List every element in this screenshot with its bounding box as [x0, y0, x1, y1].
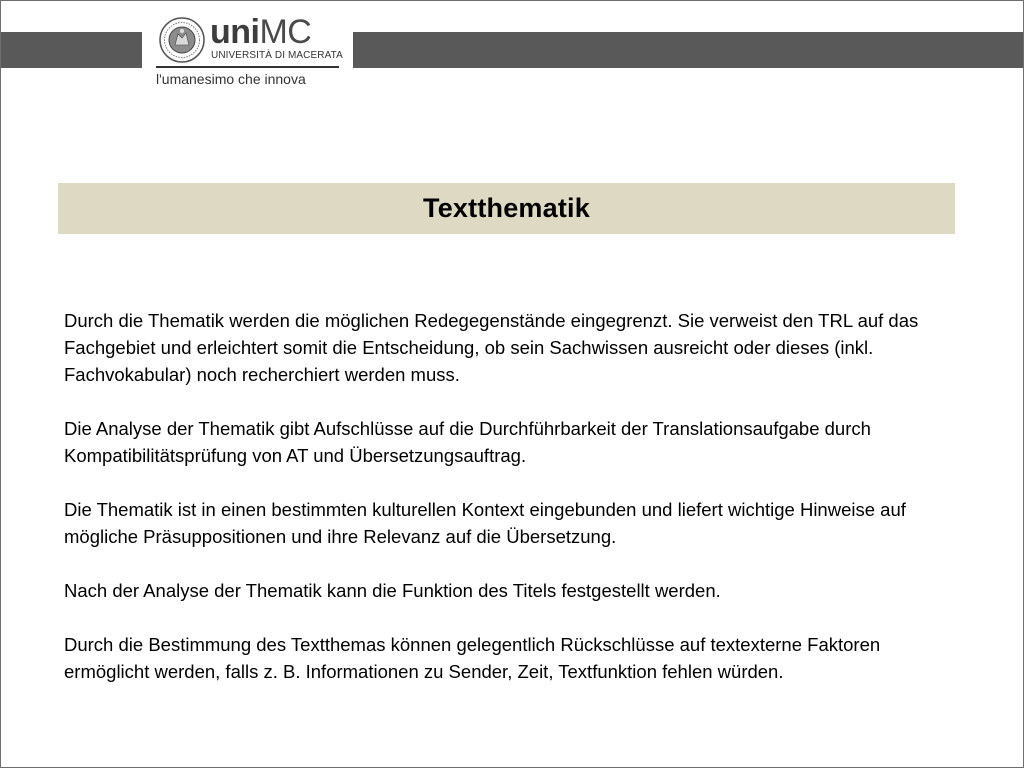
paragraph: Die Thematik ist in einen bestimmten kulturellen Kontext eingebunden und liefert wichtige Hinweise auf mögliche Präsuppositionen und ihre Relevanz auf die Übersetzung.	[64, 499, 906, 547]
logo-subtitle: UNIVERSITÀ DI MACERATA	[211, 50, 343, 61]
paragraph: Nach der Analyse der Thematik kann die Funktion des Titels festgestellt werden.	[64, 580, 721, 601]
university-logo	[142, 1, 353, 93]
logo-wordmark: uniMC	[210, 13, 312, 51]
logo-tagline: l'umanesimo che innova	[156, 71, 306, 87]
header-band-left	[1, 32, 142, 68]
title-bar	[58, 183, 955, 234]
header-band-right	[353, 32, 1023, 68]
slide-title: Textthematik	[423, 193, 590, 223]
paragraph: Durch die Thematik werden die möglichen Redegegenstände eingegrenzt. Sie verweist den TRL auf das Fachgebiet und erleichtert somit die Entscheidung, ob sein Sachwissen ausreicht oder dieses (inkl. Fachvokabular) noch recherchiert werden muss.	[64, 310, 919, 385]
slide-body	[64, 307, 964, 712]
university-seal-icon	[159, 17, 205, 63]
paragraph: Durch die Bestimmung des Textthemas können gelegentlich Rückschlüsse auf textexterne Faktoren ermöglicht werden, falls z. B. Informationen zu Sender, Zeit, Textfunktion fehlen würden.	[64, 634, 881, 682]
paragraph: Die Analyse der Thematik gibt Aufschlüsse auf die Durchführbarkeit der Translationsaufgabe durch Kompatibilitätsprüfung von AT und Übersetzungsauftrag.	[64, 418, 871, 466]
logo-divider	[156, 66, 339, 68]
